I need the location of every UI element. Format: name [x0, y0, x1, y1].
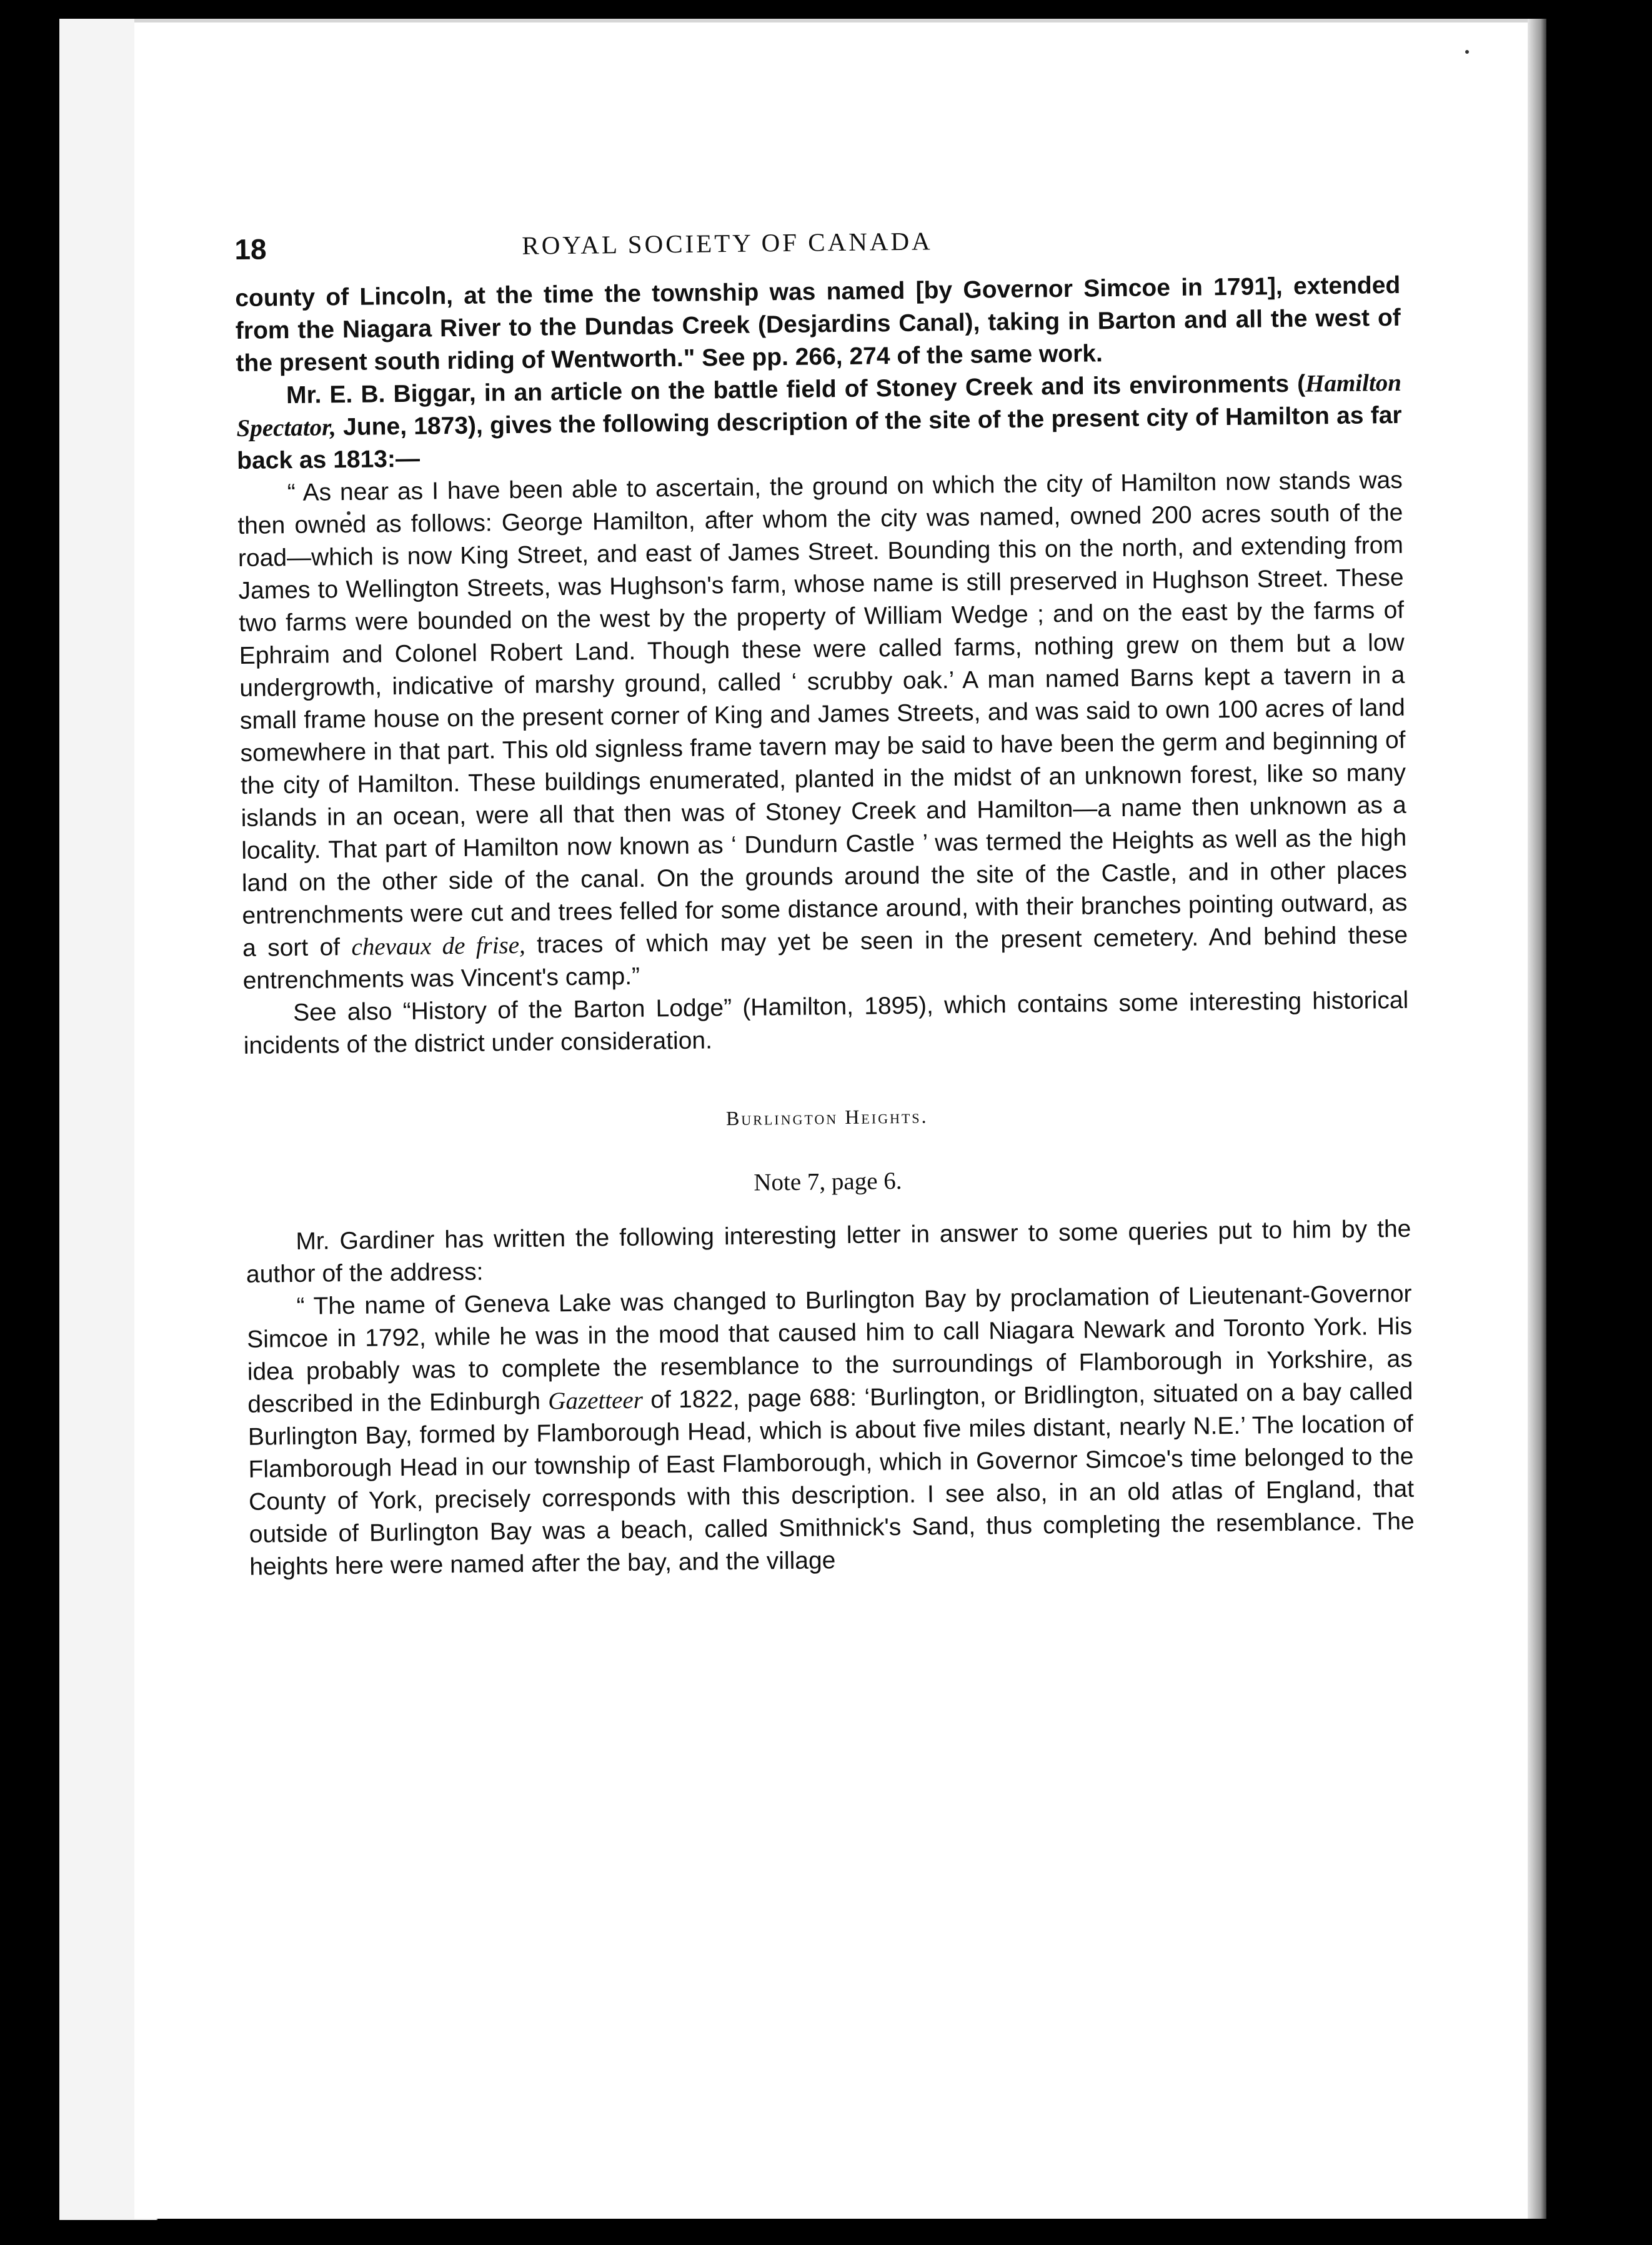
- running-title: ROYAL SOCIETY OF CANADA: [522, 226, 933, 260]
- quote-text: “ As near as I have been able to ascertain, the ground on which the city of Hamilton now stands was then owned as follows: George Hamilton, after whom the city was named, owned 200 acres south of the road—which is now King Street, and east of James Street. Bounding this on the north, and extending from James to Wellington Streets, was Hughson's farm, whose name is still preserved in Hughson Street. These two farms were bounded on the west by the property of William Wedge ; and on the east by the farms of Ephraim and Colonel Robert Land. Though these were called farms, nothing grew on them but a low undergrowth, indicative of marshy ground, called ‘ scrubby oak.’ A man named Barns kept a tavern in a small frame house on the present corner of King and James Streets, and was said to own 100 acres of land somewhere in that part. This old signless frame tavern may be said to have been the germ and beginning of the city of Hamilton. These buildings enumerated, planted in the midst of an unknown forest, like so many islands in an ocean, were all that then was of Stoney Creek and Hamilton—a name then unknown as a locality. That part of Hamilton now known as ‘ Dundurn Castle ’ was termed the Heights as well as the high land on the other side of the canal. On the grounds around the site of the Castle, and in other places entrenchments were cut and trees felled for some distance around, with their branches pointing outward, as a sort of: [237, 466, 1408, 962]
- paragraph-1: county of Lincoln, at the time the township was named [by Governor Simcoe in 1791], extended from the Niagara River to the Dundas Creek (Desjardins Canal), taking in Barton and all the west of the present south riding of Wentworth." See pp. 266, 274 of the same work.: [235, 271, 1401, 377]
- quote-italic: chevaux de frise,: [351, 931, 526, 961]
- paragraph-2: [236, 367, 1403, 478]
- scan-speck: [1465, 50, 1469, 54]
- paragraph-see-also: See also “History of the Barton Lodge” (Hamilton, 1895), which contains some interesting historical incidents of the district under consideration.: [243, 986, 1409, 1059]
- paragraph-2-text: Mr. E. B. Biggar, in an article on the battle field of Stoney Creek and its environments (: [286, 370, 1306, 409]
- page-number: 18: [234, 232, 267, 266]
- letter-text-end: of 1822, page 688: ‘Burlington, or Bridlington, situated on a bay called Burlington Bay, formed by Flamborough Head, which is about five miles distant, nearly N.E.’ The location of Flamborough Head in our township of East Flamborough, which in Governor Simcoe's time belonged to the County of York, precisely corresponds with this description. I see also, in an old atlas of England, that outside of Burlington Bay was a beach, called Smithnick's Sand, thus completing the resemblance. The heights here were named after the bay, and the village: [247, 1378, 1415, 1581]
- paragraph-2-text-end: June, 1873), gives the following description of the site of the present city of Hamilton as far back as 1813:—: [237, 401, 1402, 474]
- letter-text: “ The name of Geneva Lake was changed to Burlington Bay by proclamation of Lieutenant-Governor Simcoe in 1792, while he was in the mood that caused him to call Niagara Newark and Toronto York. His idea probably was to complete the resemblance to the surroundings of Flamborough in Yorkshire, as described in the Edinburgh: [246, 1280, 1413, 1418]
- page-text: [234, 213, 1415, 1584]
- paragraph-gardiner: Mr. Gardiner has written the following interesting letter in answer to some queries put to him by the author of the address:: [246, 1215, 1411, 1288]
- section-heading: Burlington Heights.: [725, 1104, 928, 1130]
- page-gutter-shadow: [1528, 19, 1546, 2219]
- paragraph-quote-biggar: [237, 464, 1408, 998]
- paragraph-letter: [246, 1278, 1415, 1584]
- letter-italic: Gazetteer: [548, 1386, 644, 1415]
- note-reference: Note 7, page 6.: [754, 1167, 902, 1196]
- quote-text-end: traces of which may yet be seen in the present cemetery. And behind these entrenchments was Vincent's camp.”: [242, 921, 1408, 994]
- paragraph-2-italic: Hamilton Spectator,: [236, 369, 1402, 442]
